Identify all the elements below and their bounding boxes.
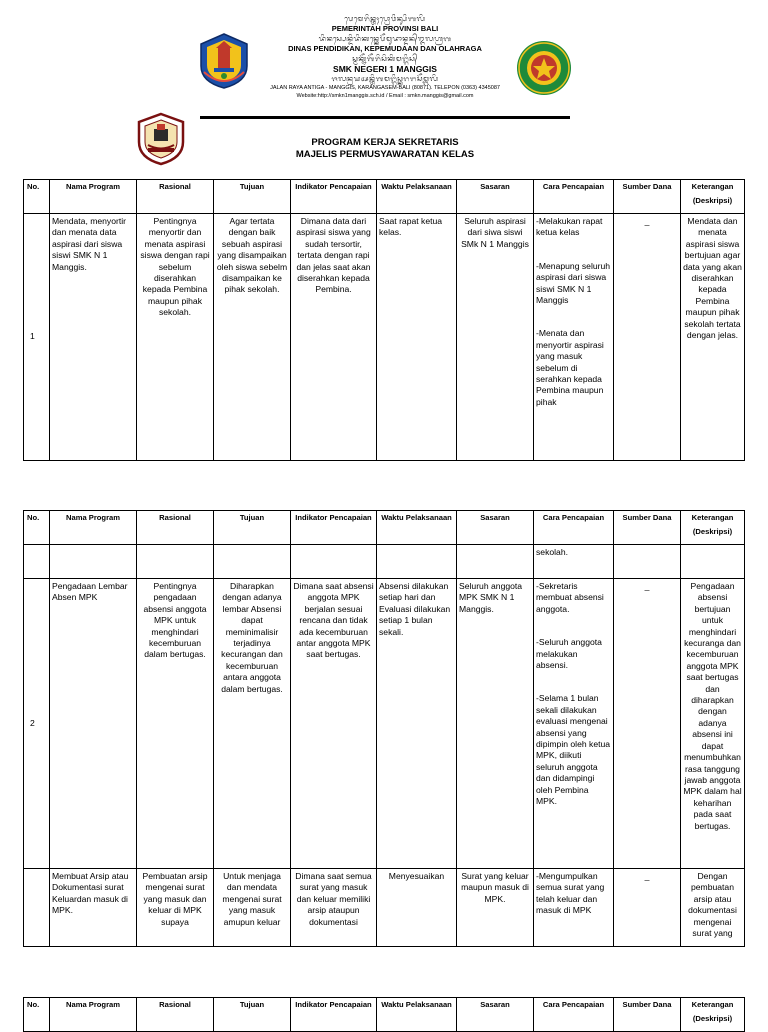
header-keterangan-sub: (Deskripsi) <box>692 195 733 205</box>
header-cara: Cara Pencapaian <box>534 180 614 214</box>
cara-step: -Sekretaris membuat absensi anggota. <box>536 581 604 614</box>
cell-indikator: Dimana saat semua surat yang masuk dan keluar memiliki arsip ataupun dokumentasi <box>291 869 377 947</box>
cell-cara <box>534 579 614 869</box>
cell-tujuan: Agar tertata dengan baik sebuah aspirasi yang disampaikan oleh siswa sebelm disampaikan ke pihak sekolah. <box>214 214 291 461</box>
cell-waktu: Saat rapat ketua kelas. <box>377 214 457 461</box>
school-contact: Website:http://smkn1manggis.sch.id / Email : smkn.manggis@gmail.com <box>296 93 474 99</box>
header-program: Nama Program <box>50 180 137 214</box>
cell-cara: -Mengumpulkan semua surat yang telah keluar dan masuk di MPK <box>534 869 614 947</box>
cell-keterangan: Dengan pembuatan arsip atau dokumentasi mengenai surat yang <box>681 869 745 947</box>
header-no: No. <box>24 998 50 1032</box>
table-row <box>24 869 745 947</box>
cell-keterangan: Mendata dan menata aspirasi siswa bertujuan agar data yang akan diserahkan kepada Pembina maupun pihak sekolah tertata dengan jelas. <box>681 214 745 461</box>
letterhead-divider <box>200 116 570 119</box>
balinese-script-line: ᬧᬾᬫᬾᬭᬶᬦ᭄ᬢᬄᬧ᭄ᬭᭀᬯᬶᬦ᭄ᬲᬶᬩᬮᬶ <box>344 15 426 23</box>
cell-no: 2 <box>24 579 50 869</box>
document-title <box>230 137 540 161</box>
cell-no: 1 <box>24 214 50 461</box>
table-header-row <box>24 511 745 545</box>
cell-cara: sekolah. <box>534 545 614 579</box>
header-waktu: Waktu Pelaksanaan <box>377 998 457 1032</box>
header-tujuan: Tujuan <box>214 180 291 214</box>
header-keterangan-sub: (Deskripsi) <box>692 526 733 536</box>
cell-cara <box>534 214 614 461</box>
cell-sasaran: Seluruh anggota MPK SMK N 1 Manggis. <box>457 579 534 869</box>
cell-program: Mendata, menyortir dan menata data aspirasi dari siswa siswi SMK N 1 Manggis. <box>50 214 137 461</box>
header-dana: Sumber Dana <box>614 180 681 214</box>
balinese-script-line: ᬚᬮᬦ᭄ᬭᬬᬅᬦ᭄ᬢᬶᬕᬫᬗ᭄ᬕᬶᬲ᭄ᬓᬭᬗᬲᭂᬫ᭄ᬩᬮᬶ <box>331 75 439 83</box>
header-rasional: Rasional <box>137 998 214 1032</box>
letterhead <box>0 10 768 120</box>
header-sasaran: Sasaran <box>457 180 534 214</box>
cell-sasaran: Seluruh aspirasi dari siwa siswi SMk N 1 Manggis <box>457 214 534 461</box>
header-cara: Cara Pencapaian <box>534 511 614 545</box>
header-sasaran: Sasaran <box>457 511 534 545</box>
cell-dana: _ <box>614 869 681 947</box>
cara-step: -Selama 1 bulan sekali dilakukan evaluasi mengenai absensi yang dipimpin oleh ketua MPK, diikuti seluruh anggota dan didampingi oleh Pembina MPK. <box>536 693 611 807</box>
header-indikator: Indikator Pencapaian <box>291 180 377 214</box>
header-rasional: Rasional <box>137 511 214 545</box>
smk-manggis-emblem-icon <box>516 40 572 96</box>
header-indikator: Indikator Pencapaian <box>291 998 377 1032</box>
program-table-2 <box>23 510 745 947</box>
balinese-script-line: ᬤᬶᬦᬲ᭄ᬧᬾᬦ᭄ᬤᬶᬤᬶᬓᬦ᭄ᬓᬾᬧᭂᬫᬸᬤᬵᬦ᭄ᬤᬦ᭄ᬑᬮᬳ᭄ᬭᬕ <box>318 35 452 43</box>
header-keterangan-label: Keterangan <box>691 182 734 191</box>
cell-dana: _ <box>614 579 681 869</box>
header-keterangan-label: Keterangan <box>691 1000 734 1009</box>
cell-indikator: Dimana data dari aspirasi siswa yang sudah tersortir, tertata dengan rapi dan jelas saat akan diserahkan kepada Pembina. <box>291 214 377 461</box>
header-program: Nama Program <box>50 511 137 545</box>
table-row <box>24 214 745 461</box>
header-keterangan-sub: (Deskripsi) <box>692 1013 733 1023</box>
table-row-continuation <box>24 545 745 579</box>
header-dana: Sumber Dana <box>614 998 681 1032</box>
mpk-emblem-icon <box>136 112 186 166</box>
cara-step: -Seluruh anggota melakukan absensi. <box>536 637 602 671</box>
cell-tujuan: Diharapkan dengan adanya lembar Absensi dapat meminimalisir terjadinya kecurangan dan kecemburuan antara anggota dalam bertugas. <box>214 579 291 869</box>
cell-no <box>24 869 50 947</box>
header-rasional: Rasional <box>137 180 214 214</box>
title-line-2: MAJELIS PERMUSYAWARATAN KELAS <box>295 149 475 160</box>
table-header-row <box>24 180 745 214</box>
program-table-1 <box>23 179 745 461</box>
cell-dana: _ <box>614 214 681 461</box>
cell-rasional: Pentingnya menyortir dan menata aspirasi siswa dengan rapi sebelum diserahkan kepada Pembina maupun pihak sekolah. <box>137 214 214 461</box>
cell-keterangan: Pengadaan absensi bertujuan untuk menghindari kecuranga dan kecemburuan anggota MPK saat bertugas dan diharapkan dengan adanya absensi ini dapat menumbuhkan rasa tanggung jawab anggota MPK dalam hal keharihan pada saat bertugas. <box>681 579 745 869</box>
header-keterangan-label: Keterangan <box>691 513 734 522</box>
title-line-1: PROGRAM KERJA SEKRETARIS <box>311 137 459 148</box>
cell-program: Pengadaan Lembar Absen MPK <box>50 579 137 869</box>
department-name: DINAS PENDIDIKAN, KEPEMUDAAN DAN OLAHRAGA <box>288 44 482 53</box>
cell-sasaran: Surat yang keluar maupun masuk di MPK. <box>457 869 534 947</box>
cell-waktu: Menyesuaikan <box>377 869 457 947</box>
header-no: No. <box>24 180 50 214</box>
cara-step: -Melakukan rapat ketua kelas <box>536 216 603 238</box>
school-address: JALAN RAYA ANTIGA - MANGGIS, KARANGASEM-BALI (80871). TELEPON (0363) 4345087 <box>270 85 500 91</box>
header-keterangan <box>681 511 745 545</box>
cara-step: -Menata dan menyortir aspirasi yang masuk sebelum di serahkan kepada Pembina maupun pihak <box>536 328 604 407</box>
cell-tujuan: Untuk menjaga dan mendata mengenai surat yang masuk amupun keluar <box>214 869 291 947</box>
header-cara: Cara Pencapaian <box>534 998 614 1032</box>
program-table-3 <box>23 997 745 1032</box>
school-name: SMK NEGERI 1 MANGGIS <box>333 64 437 74</box>
header-indikator: Indikator Pencapaian <box>291 511 377 545</box>
header-keterangan <box>681 998 745 1032</box>
balinese-script-line: ᬲ᭄ᬫᬓ᭄ᬦᭂᬕᭂᬭᬶᬲᬶᬓᬶᬫᬗ᭄ᬕᬶᬲ᭄ <box>352 55 418 63</box>
header-sasaran: Sasaran <box>457 998 534 1032</box>
header-dana: Sumber Dana <box>614 511 681 545</box>
header-tujuan: Tujuan <box>214 998 291 1032</box>
header-keterangan <box>681 180 745 214</box>
government-name: PEMERINTAH PROVINSI BALI <box>331 24 439 33</box>
table-header-row <box>24 998 745 1032</box>
cara-step: -Menapung seluruh aspirasi dari siswa siswi SMK N 1 Manggis <box>536 260 611 306</box>
cell-indikator: Dimana saat absensi anggota MPK berjalan sesuai rencana dan tidak ada kecemburuan antar anggota MPK saat bertugas. <box>291 579 377 869</box>
header-program: Nama Program <box>50 998 137 1032</box>
cell-rasional: Pembuatan arsip mengenai surat yang masuk dan keluar di MPK supaya <box>137 869 214 947</box>
header-waktu: Waktu Pelaksanaan <box>377 180 457 214</box>
header-tujuan: Tujuan <box>214 511 291 545</box>
table-row <box>24 579 745 869</box>
letterhead-text <box>230 14 540 100</box>
cell-program: Membuat Arsip atau Dokumentasi surat Keluardan masuk di MPK. <box>50 869 137 947</box>
header-waktu: Waktu Pelaksanaan <box>377 511 457 545</box>
cell-waktu: Absensi dilakukan setiap hari dan Evaluasi dilakukan setiap 1 bulan sekali. <box>377 579 457 869</box>
cell-rasional: Pentingnya pengadaan absensi anggota MPK untuk menghindari kecemburuan dalam bertugas. <box>137 579 214 869</box>
header-no: No. <box>24 511 50 545</box>
